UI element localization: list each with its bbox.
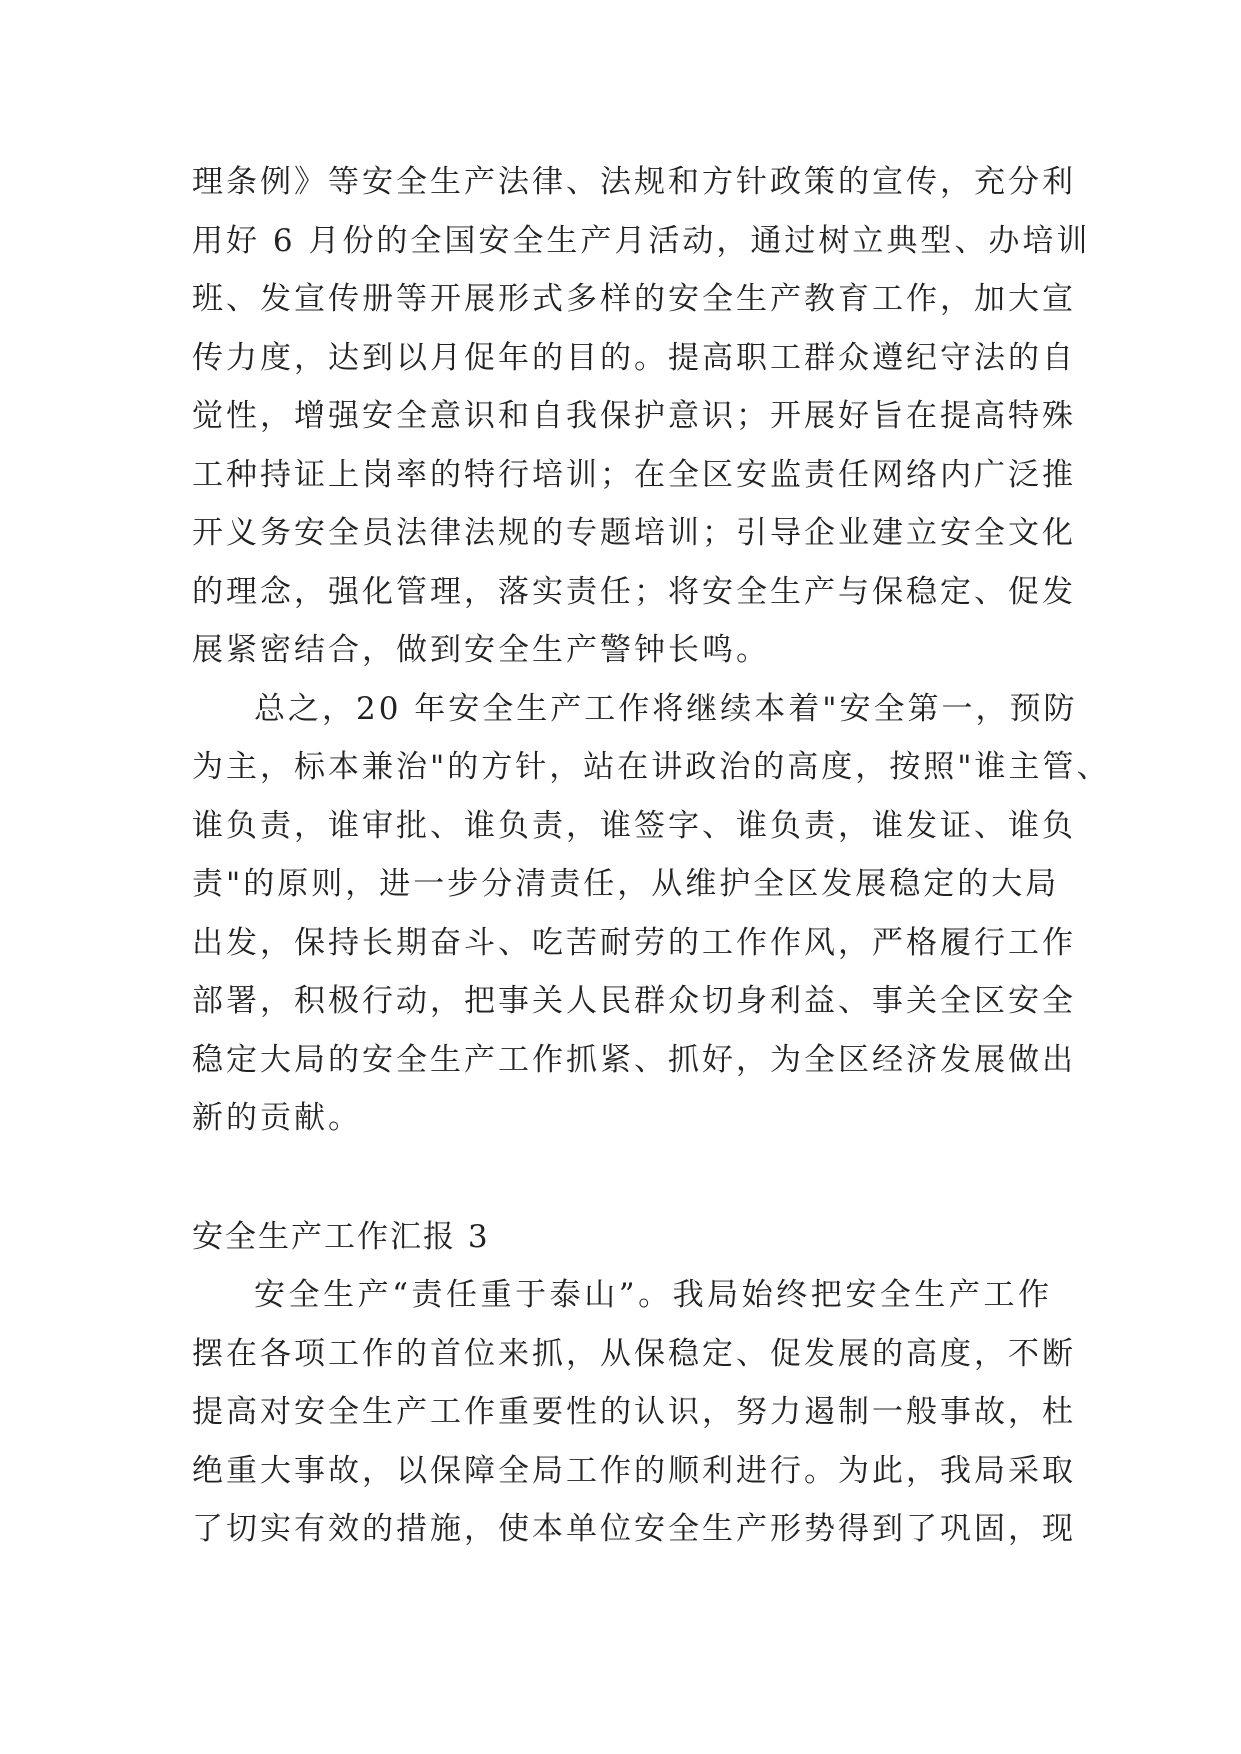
text-line: 传力度，达到以月促年的目的。提高职工群众遵纪守法的自	[192, 339, 1076, 376]
text-line: 展紧密结合，做到安全生产警钟长鸣。	[192, 632, 770, 668]
section-gap	[192, 1148, 1052, 1208]
text-line: 总之，20 年安全生产工作将继续本着"安全第一，预防	[254, 690, 1078, 727]
text-line: 理条例》等安全生产法律、法规和方针政策的宣传，充分利	[192, 164, 1076, 200]
text-line: 绝重大事故，以保障全局工作的顺利进行。为此，我局采取	[192, 1452, 1076, 1489]
text-line: 用好 6 月份的全国安全生产月活动，通过树立典型、办培训	[192, 222, 1091, 259]
paragraph-publicity	[192, 153, 1091, 680]
text-line: 觉性，增强安全意识和自我保护意识；开展好旨在提高特殊	[192, 398, 1076, 434]
text-line: 谁负责，谁审批、谁负责，谁签字、谁负责，谁发证、谁负	[192, 807, 1076, 844]
text-line: 摆在各项工作的首位来抓，从保稳定、促发展的高度，不断	[192, 1335, 1076, 1372]
text-line: 责"的原则，进一步分清责任，从维护全区发展稳定的大局	[192, 866, 1060, 902]
text-line: 新的贡献。	[192, 1100, 362, 1136]
text-line: 安全生产“责任重于泰山”。我局始终把安全生产工作	[254, 1277, 1052, 1313]
text-line: 为主，标本兼治"的方针，站在讲政治的高度，按照"谁主管、	[192, 749, 1111, 785]
paragraph-responsibility	[192, 1266, 1076, 1559]
section-title: 安全生产工作汇报 3	[192, 1218, 490, 1255]
text-line: 的理念，强化管理，落实责任；将安全生产与保稳定、促发	[192, 573, 1076, 610]
text-line: 工种持证上岗率的特行培训；在全区安监责任网络内广泛推	[192, 456, 1076, 493]
text-line: 开义务安全员法律法规的专题培训；引导企业建立安全文化	[192, 515, 1076, 551]
text-line: 了切实有效的措施，使本单位安全生产形势得到了巩固，现	[192, 1511, 1076, 1547]
text-line: 班、发宣传册等开展形式多样的安全生产教育工作，加大宣	[192, 281, 1076, 317]
text-line: 出发，保持长期奋斗、吃苦耐劳的工作作风，严格履行工作	[192, 924, 1076, 961]
text-line: 部署，积极行动，把事关人民群众切身利益、事关全区安全	[192, 983, 1076, 1019]
document-body	[192, 153, 1111, 1559]
text-line: 稳定大局的安全生产工作抓紧、抓好，为全区经济发展做出	[192, 1041, 1076, 1078]
text-line: 提高对安全生产工作重要性的认识，努力遏制一般事故，杜	[192, 1394, 1076, 1430]
paragraph-summary	[192, 680, 1111, 1148]
